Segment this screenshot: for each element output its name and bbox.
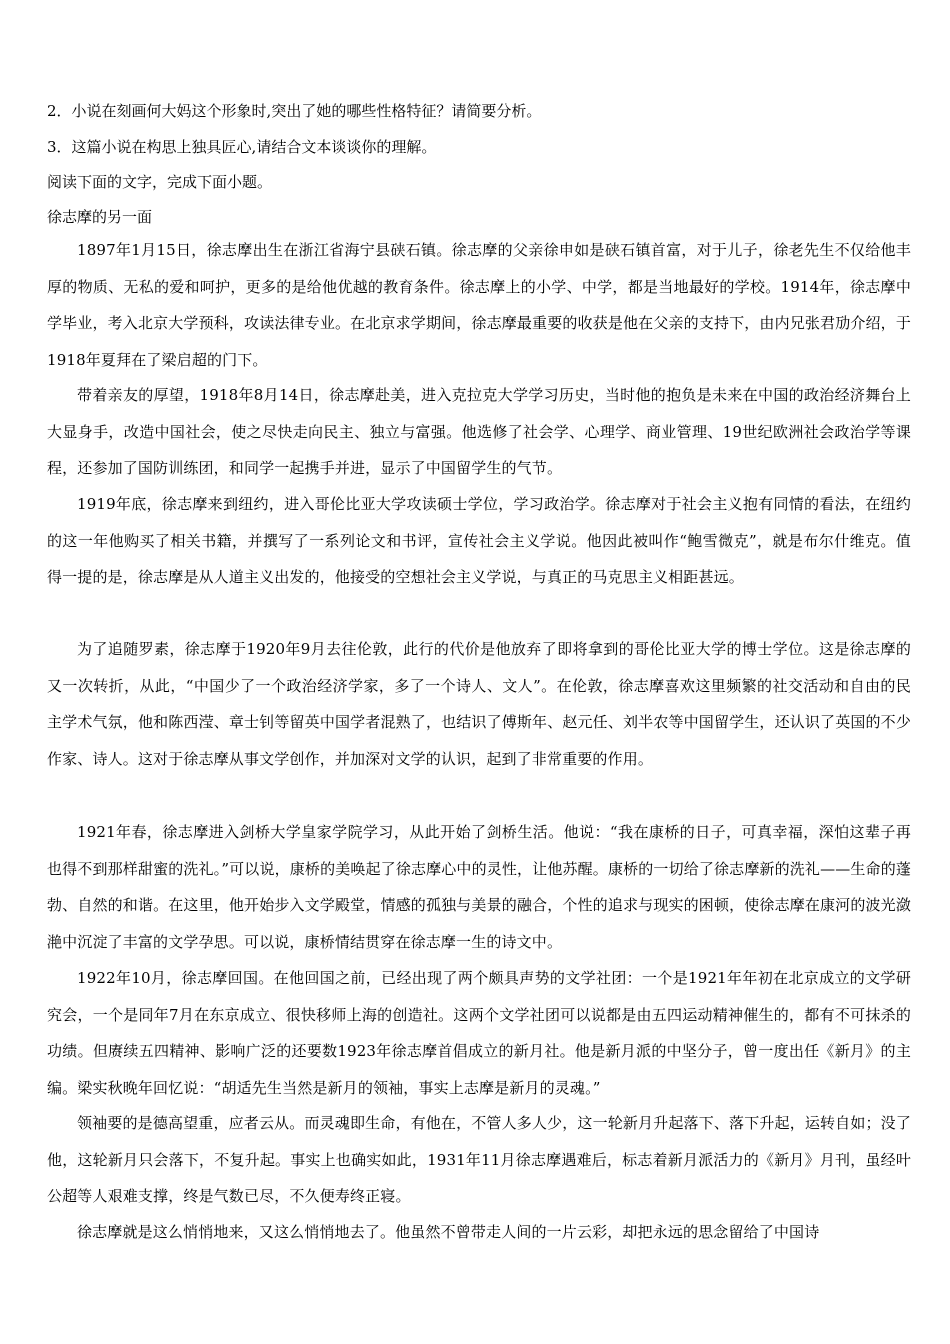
article-paragraph-6: 1922年10月，徐志摩回国。在他回国之前，已经出现了两个颇具声势的文学社团：一个是1921年年初在北京成立的文学研究会，一个是同年7月在东京成立、很快移师上海的创造社。这两个文学社团可以说都是由五四运动精神催生的，都有不可抹杀的功绩。但赓续五四精神、影响广泛的还要数1923年徐志摩首倡成立的新月社。他是新月派的中坚分子，曾一度出任《新月》的主编。梁实秋晚年回忆说：“胡适先生当然是新月的领袖，事实上志摩是新月的灵魂。” (47, 969, 911, 1097)
article-title: 徐志摩的另一面 (47, 208, 153, 226)
article-paragraph-1: 1897年1月15日，徐志摩出生在浙江省海宁县硖石镇。徐志摩的父亲徐申如是硖石镇首富，对于儿子，徐老先生不仅给他丰厚的物质、无私的爱和呵护，更多的是给他优越的教育条件。徐志摩上的小学、中学，都是当地最好的学校。1914年，徐志摩中学毕业，考入北京大学预科，攻读法律专业。在北京求学期间，徐志摩最重要的收获是他在父亲的支持下，由内兄张君劢介绍，于1918年夏拜在了梁启超的门下。 (47, 241, 911, 369)
article-paragraph-5: 1921年春，徐志摩进入剑桥大学皇家学院学习，从此开始了剑桥生活。他说：“我在康桥的日子，可真幸福，深怕这辈子再也得不到那样甜蜜的洗礼。”可以说，康桥的美唤起了徐志摩心中的灵性，让他苏醒。康桥的一切给了徐志摩新的洗礼——生命的蓬勃、自然的和谐。在这里，他开始步入文学殿堂，情感的孤独与美景的融合，个性的追求与现实的困顿，使徐志摩在康河的波光潋滟中沉淀了丰富的文学孕思。可以说，康桥情结贯穿在徐志摩一生的诗文中。 (47, 823, 911, 951)
question-2: 2．小说在刻画何大妈这个形象时,突出了她的哪些性格特征？请简要分析。 (47, 102, 542, 120)
article-paragraph-3: 1919年底，徐志摩来到纽约，进入哥伦比亚大学攻读硕士学位，学习政治学。徐志摩对于社会主义抱有同情的看法，在纽约的这一年他购买了相关书籍，并撰写了一系列论文和书评，宣传社会主义学说。他因此被叫作“鲍雪微克”，就是布尔什维克。值得一提的是，徐志摩是从人道主义出发的，他接受的空想社会主义学说，与真正的马克思主义相距甚远。 (47, 495, 911, 586)
article-paragraph-2: 带着亲友的厚望，1918年8月14日，徐志摩赴美，进入克拉克大学学习历史，当时他的抱负是未来在中国的政治经济舞台上大显身手，改造中国社会，使之尽快走向民主、独立与富强。他选修了社会学、心理学、商业管理、19世纪欧洲社会政治学等课程，还参加了国防训练团，和同学一起携手并进，显示了中国留学生的气节。 (47, 386, 911, 477)
question-3: 3．这篇小说在构思上独具匠心,请结合文本谈谈你的理解。 (47, 138, 437, 156)
reading-instruction: 阅读下面的文字，完成下面小题。 (47, 173, 273, 191)
article-paragraph-4: 为了追随罗素，徐志摩于1920年9月去往伦敦，此行的代价是他放弃了即将拿到的哥伦比亚大学的博士学位。这是徐志摩的又一次转折，从此，“中国少了一个政治经济学家，多了一个诗人、文人”。在伦敦，徐志摩喜欢这里频繁的社交活动和自由的民主学术气氛，他和陈西滢、章士钊等留英中国学者混熟了，也结识了傅斯年、赵元任、刘半农等中国留学生，还认识了英国的不少作家、诗人。这对于徐志摩从事文学创作，并加深对文学的认识，起到了非常重要的作用。 (47, 640, 911, 768)
article-paragraph-7: 领袖要的是德高望重，应者云从。而灵魂即生命，有他在，不管人多人少，这一轮新月升起落下、落下升起，运转自如；没了他，这轮新月只会落下，不复升起。事实上也确实如此，1931年11月徐志摩遇难后，标志着新月派活力的《新月》月刊，虽经叶公超等人艰难支撑，终是气数已尽，不久便寿终正寝。 (47, 1114, 911, 1205)
article-paragraph-8: 徐志摩就是这么悄悄地来，又这么悄悄地去了。他虽然不曾带走人间的一片云彩，却把永远的思念留给了中国诗 (77, 1223, 820, 1241)
